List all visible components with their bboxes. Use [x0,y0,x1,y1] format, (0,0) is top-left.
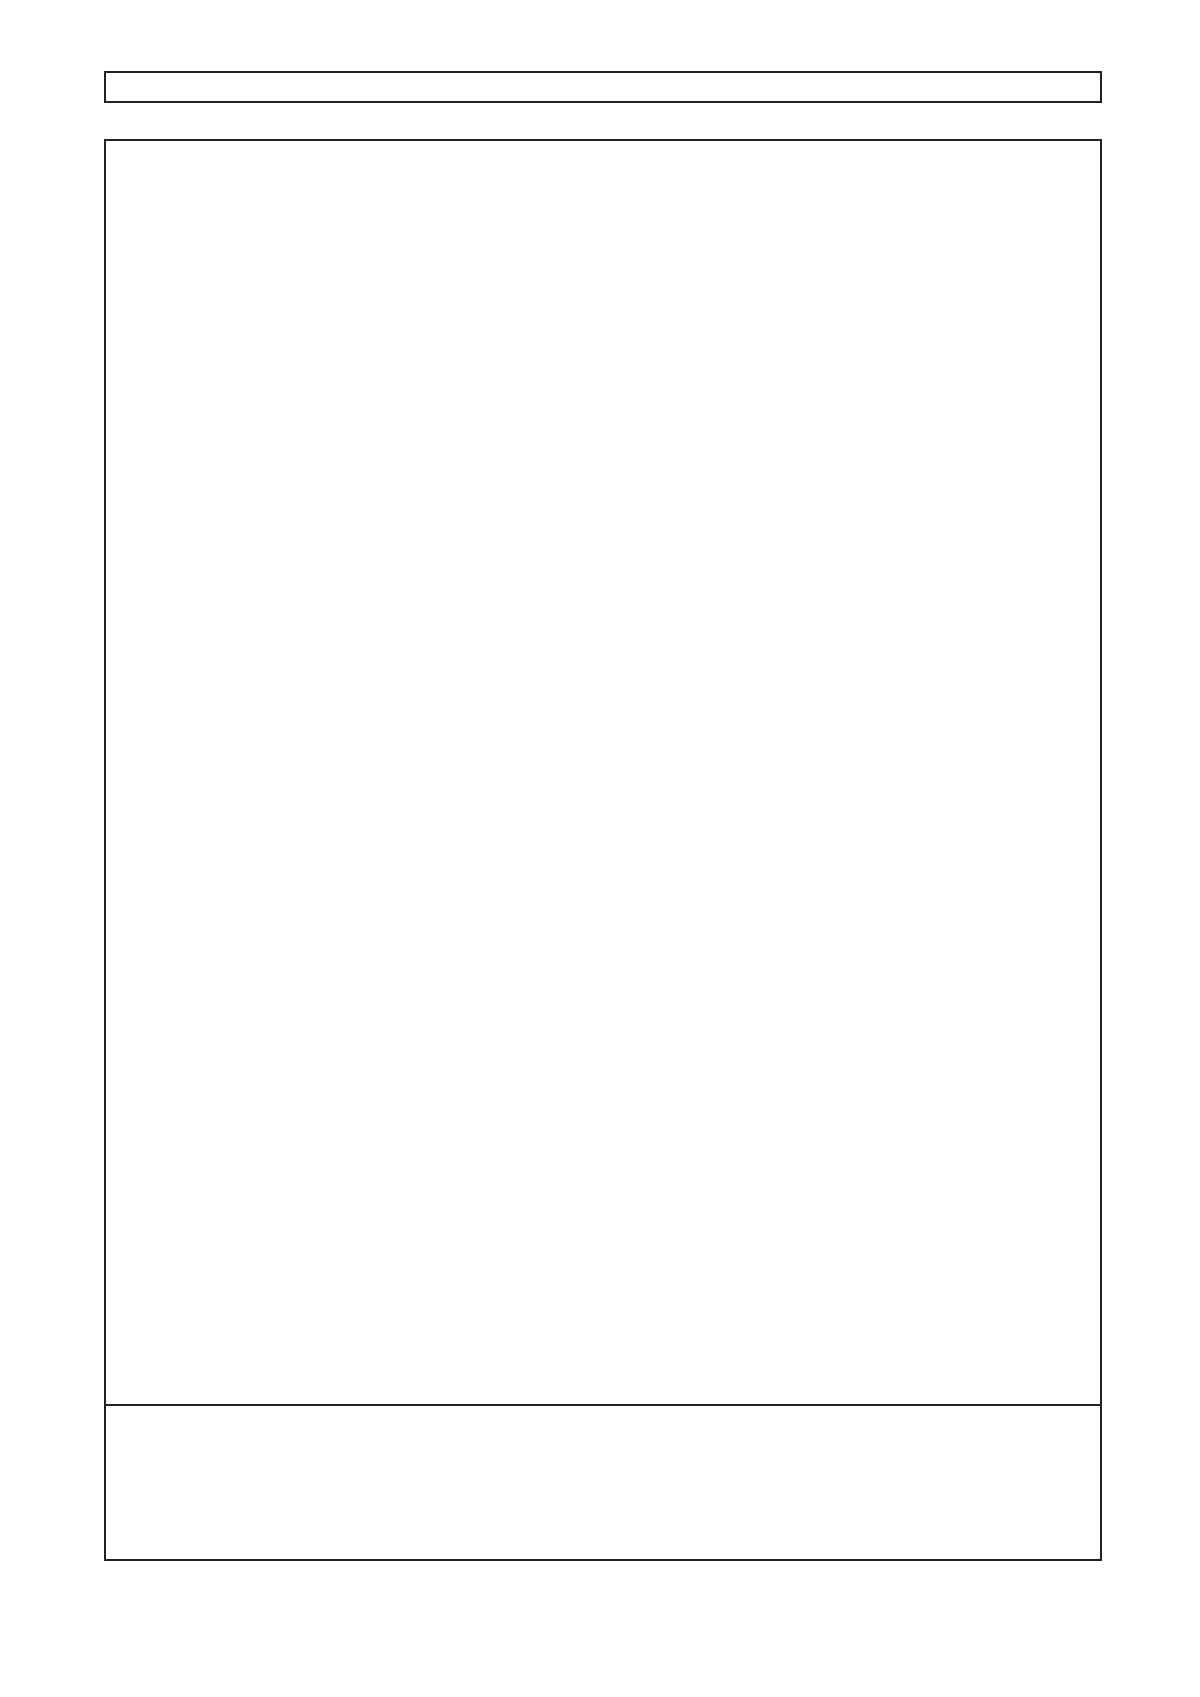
page-header [104,71,1102,103]
footnotes [104,1404,1102,1561]
schedule-table [104,139,1102,1406]
